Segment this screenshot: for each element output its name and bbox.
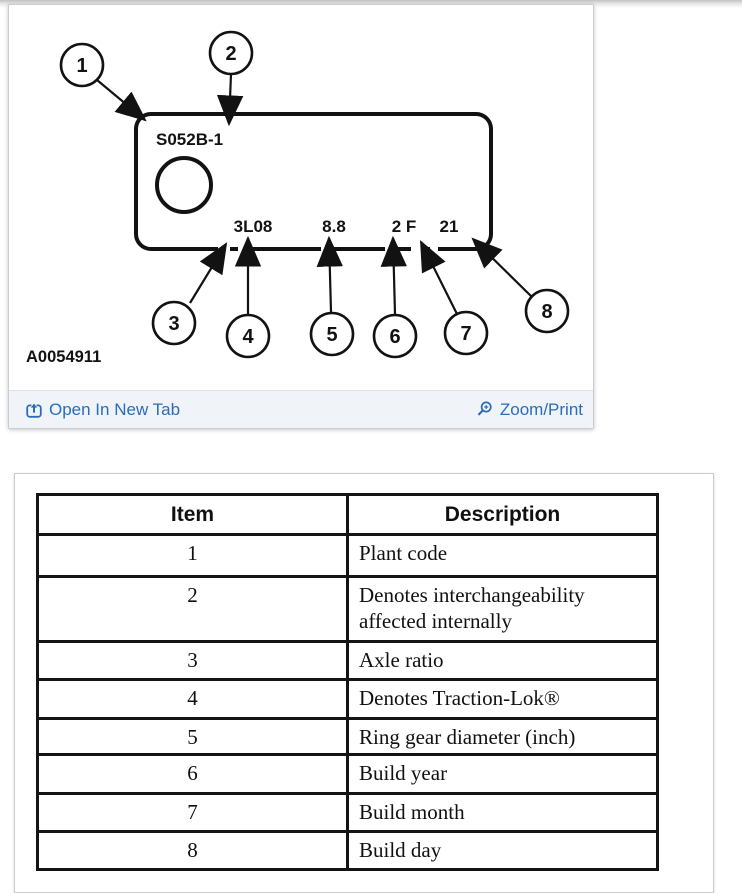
callout-circle xyxy=(210,32,252,74)
description-cell: Build year xyxy=(348,755,658,794)
description-cell: Denotes interchangeability affected internally xyxy=(348,577,658,642)
description-cell: Build day xyxy=(348,832,658,870)
description-cell: Build month xyxy=(348,794,658,832)
magnifier-zoom-icon xyxy=(476,401,493,418)
diagram-panel xyxy=(8,4,594,429)
legend-table-panel xyxy=(14,473,714,893)
leader-lines xyxy=(97,74,532,314)
table-header-item: Item xyxy=(38,495,348,535)
callout-circle xyxy=(374,315,416,357)
item-cell: 6 xyxy=(38,755,348,794)
zoom-print-link[interactable] xyxy=(476,400,583,420)
viewer-footer xyxy=(9,390,593,428)
table-row xyxy=(38,577,658,642)
open-in-new-tab-link[interactable] xyxy=(26,400,180,420)
description-cell: Ring gear diameter (inch) xyxy=(348,719,658,755)
table-row xyxy=(38,680,658,719)
item-description-table xyxy=(36,493,659,871)
svg-text:2: 2 xyxy=(225,43,237,65)
callout-circle xyxy=(61,44,103,86)
callout-circle xyxy=(526,290,568,332)
item-cell: 2 xyxy=(38,577,348,642)
description-cell: Plant code xyxy=(348,535,658,577)
item-cell: 1 xyxy=(38,535,348,577)
table-row xyxy=(38,642,658,680)
svg-text:7: 7 xyxy=(460,323,472,345)
item-cell: 3 xyxy=(38,642,348,680)
item-cell: 7 xyxy=(38,794,348,832)
table-row xyxy=(38,719,658,755)
table-header-row xyxy=(38,495,658,535)
description-cell: Axle ratio xyxy=(348,642,658,680)
stamping-label: 21 xyxy=(439,217,459,236)
item-cell: 8 xyxy=(38,832,348,870)
zoom-print-label: Zoom/Print xyxy=(499,399,583,419)
tag-code-label: S052B-1 xyxy=(156,130,224,149)
tag-hole xyxy=(157,158,211,212)
svg-text:3: 3 xyxy=(168,313,180,335)
svg-text:1: 1 xyxy=(76,55,88,77)
svg-text:4: 4 xyxy=(242,326,254,348)
svg-text:6: 6 xyxy=(389,326,401,348)
callout-circle xyxy=(445,312,487,354)
callout-circle xyxy=(311,313,353,355)
stamping-label: 3L08 xyxy=(233,217,273,236)
item-cell: 4 xyxy=(38,680,348,719)
table-row xyxy=(38,832,658,870)
table-row xyxy=(38,535,658,577)
external-link-icon xyxy=(26,402,42,418)
table-header-description: Description xyxy=(348,495,658,535)
callout-circle xyxy=(227,315,269,357)
table-row xyxy=(38,755,658,794)
stamping-label: 2 F xyxy=(391,217,417,236)
axle-tag-diagram xyxy=(9,5,593,391)
stamping-label: 8.8 xyxy=(322,217,346,236)
figure-id-label: A0054911 xyxy=(26,348,102,366)
description-cell: Denotes Traction-Lok® xyxy=(348,680,658,719)
table-row xyxy=(38,794,658,832)
svg-text:8: 8 xyxy=(541,301,553,323)
item-cell: 5 xyxy=(38,719,348,755)
callout-circle xyxy=(153,302,195,344)
svg-text:5: 5 xyxy=(326,324,338,346)
open-in-new-tab-label: Open In New Tab xyxy=(49,399,181,419)
